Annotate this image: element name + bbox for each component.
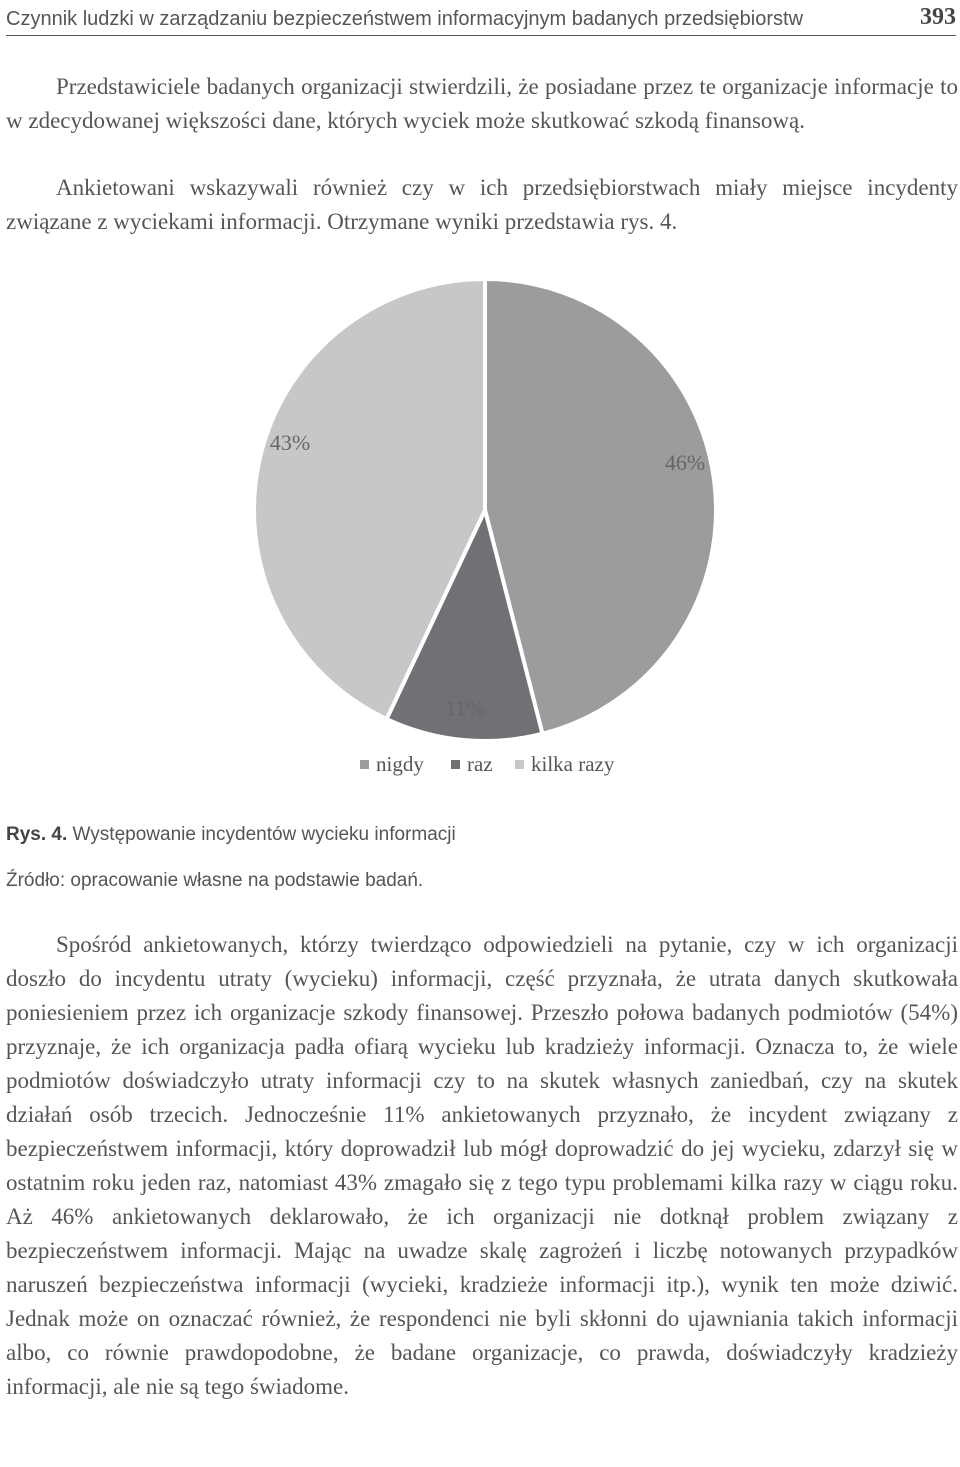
figure-caption-label: Rys. 4.: [6, 824, 68, 845]
page-number: 393: [920, 4, 956, 30]
legend-label-nigdy: nigdy: [376, 752, 424, 776]
legend-swatch-raz: [451, 760, 460, 769]
figure-source: Źródło: opracowanie własne na podstawie badań.: [6, 870, 424, 891]
figure-caption-text: Występowanie incydentów wycieku informacji: [67, 824, 456, 845]
data-label-raz: 11%: [445, 696, 485, 721]
data-label-kilka-razy: 43%: [269, 430, 311, 455]
pie-chart: [0, 260, 960, 800]
legend-swatch-kilka-razy: [515, 760, 524, 769]
paragraph-2: Ankietowani wskazywali również czy w ich przedsiębiorstwach miały miejsce incydenty związane z wyciekami informacji. Otrzymane wyniki przedstawia rys. 4.: [6, 175, 958, 234]
paragraph-3: Spośród ankietowanych, którzy twierdząco odpowiedzieli na pytanie, czy w ich organizacji doszło do incydentu utraty (wycieku) informacji, część przyznała, że utrata danych skutkowała poniesieniem przez ich organizacje szkody finansowej. Przeszło połowa badanych podmiotów (54%) przyznaje, że ich organizacja padła ofiarą wycieku lub kradzieży informacji. Oznacza to, że wiele podmiotów doświadczyło utraty informacji czy to na skutek własnych zaniedbań, czy na skutek działań osób trzecich. Jednocześnie 11% ankietowanych przyznało, że incydent związany z bezpieczeństwem informacji, który doprowadził lub mógł doprowadzić do jej wycieku, zdarzył się w ostatnim roku jeden raz, natomiast 43% zmagało się z tego typu problemami kilka razy w ciągu roku. Aż 46% ankietowanych deklarowało, że ich organizacji nie dotknął problem związany z bezpieczeństwem informacji. Mając na uwadze skalę zagrożeń i liczbę notowanych przypadków naruszeń bezpieczeństwa informacji (wycieki, kradzieże informacji itp.), wynik ten może dziwić. Jednak może on oznaczać również, że respondenci nie byli skłonni do ujawniania takich informacji albo, co równie prawdopodobne, że badane organizacje, co prawda, doświadczyły kradzieży informacji, ale nie są tego świadome.: [6, 932, 958, 1399]
paragraph-1: Przedstawiciele badanych organizacji stwierdzili, że posiadane przez te organizacje informacje to w zdecydowanej większości dane, których wyciek może skutkować szkodą finansową.: [6, 74, 958, 133]
figure-caption: [6, 824, 456, 846]
data-label-nigdy: 46%: [664, 450, 706, 475]
legend-label-raz: raz: [467, 752, 493, 776]
legend-swatch-nigdy: [360, 760, 369, 769]
running-title: Czynnik ludzki w zarządzaniu bezpieczeństwem informacyjnym badanych przedsiębiorstw: [6, 8, 804, 30]
legend-label-kilka-razy: kilka razy: [531, 752, 615, 776]
running-header: [6, 0, 956, 36]
